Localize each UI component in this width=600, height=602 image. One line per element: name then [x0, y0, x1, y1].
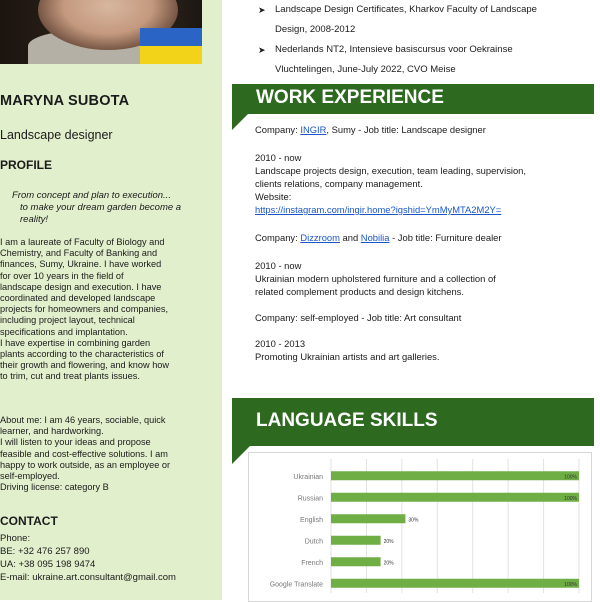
job-title-row: Company: Dizzroom and Nobilia - Job title: Furniture dealer	[255, 232, 502, 243]
contact-heading: CONTACT	[0, 514, 58, 528]
tick-label: Dutch	[304, 538, 323, 546]
job-description: Landscape projects design, execution, team leading, supervision,	[255, 165, 527, 176]
work-experience-header: WORK EXPERIENCE	[232, 84, 594, 114]
company-link-ingir[interactable]: INGIR	[300, 124, 327, 135]
tick-label: French	[301, 559, 323, 567]
profile-heading: PROFILE	[0, 158, 53, 172]
contact-info: Phone: BE: +32 476 257 890 UA: +38 095 198 9474 E-mail: ukraine.art.consultant@gmail.com	[0, 533, 176, 583]
job-description: clients relations, company management.	[255, 178, 423, 189]
job-description: Ukrainian modern upholstered furniture and a collection of	[255, 273, 496, 284]
tick-label: English	[300, 516, 323, 524]
arrow-right-icon: ➤	[258, 45, 266, 55]
website-link[interactable]: https://instagram.com/ingir.home?igshid=YmMyMTA2M2Y=	[255, 204, 502, 215]
data-label: 20%	[383, 538, 394, 545]
job-description: Promoting Ukrainian artists and art galleries.	[255, 351, 440, 362]
data-label: 30%	[408, 517, 419, 524]
company-link-nobilia[interactable]: Nobilia	[360, 232, 390, 243]
list-item: ➤ Landscape Design Certificates, Kharkov Faculty of Landscape Design, 2008-2012	[258, 0, 588, 40]
data-label: 100%	[564, 581, 577, 588]
profile-photo	[0, 0, 202, 64]
website-label: Website:	[255, 191, 292, 202]
arrow-right-icon: ➤	[258, 5, 266, 15]
education-list	[258, 0, 588, 80]
job-description: related complement products and design kitchens.	[255, 286, 464, 297]
bar	[331, 471, 579, 480]
bar	[331, 514, 405, 523]
sidebar	[0, 0, 222, 600]
email-link[interactable]: E-mail: ukraine.art.consultant@gmail.com	[0, 572, 176, 583]
profile-quote: From concept and plan to execution... to make your dream garden become a reality!	[12, 190, 182, 225]
language-skills-header: LANGUAGE SKILLS	[232, 398, 594, 446]
person-name: MARYNA SUBOTA	[0, 93, 130, 109]
person-role: Landscape designer	[0, 128, 113, 142]
tick-label: Russian	[297, 495, 323, 503]
bar	[331, 536, 381, 545]
data-label: 100%	[564, 474, 577, 481]
header-corner	[232, 114, 248, 130]
job-title-row: Company: INGIR, Sumy - Job title: Landscape designer	[255, 124, 486, 135]
language-chart	[248, 452, 592, 602]
bar	[331, 493, 579, 502]
job-title-row: Company: self-employed - Job title: Art consultant	[255, 312, 462, 323]
data-label: 100%	[564, 495, 577, 502]
language-bar-chart	[249, 453, 591, 601]
ukraine-flag-icon	[140, 28, 202, 64]
tick-label: Google Translate	[269, 581, 323, 589]
job-period: 2010 - now	[255, 152, 302, 163]
job-period: 2010 - now	[255, 260, 302, 271]
about-text: About me: I am 46 years, sociable, quick learner, and hardworking. I will listen to your ideas and propose feasible and cost-effective solutions. I am happy to work outside, as an employee or self-employed. Driving license: category B	[0, 415, 171, 493]
bar	[331, 579, 579, 588]
job-period: 2010 - 2013	[255, 338, 306, 349]
bar	[331, 557, 381, 566]
company-link-dizzroom[interactable]: Dizzroom	[300, 232, 340, 243]
profile-text: I am a laureate of Faculty of Biology and Chemistry, and Faculty of Banking and finances, Sumy, Ukraine. I have worked for over 10 years in the field of landscape design and execution. I have coordinated and developed landscape projects for homeowners and companies, including project layout, technical specifications and implantation. I have expertise in combining garden plants according to the characteristics of their growth and flowering, and know how to trim, cut and treat plants issues.	[0, 237, 170, 382]
data-label: 20%	[383, 560, 394, 567]
list-item: ➤ Nederlands NT2, Intensieve basiscursus voor Oekrainse Vluchtelingen, June-July 2022, CVO Meise	[258, 40, 588, 80]
tick-label: Ukrainian	[293, 473, 323, 481]
